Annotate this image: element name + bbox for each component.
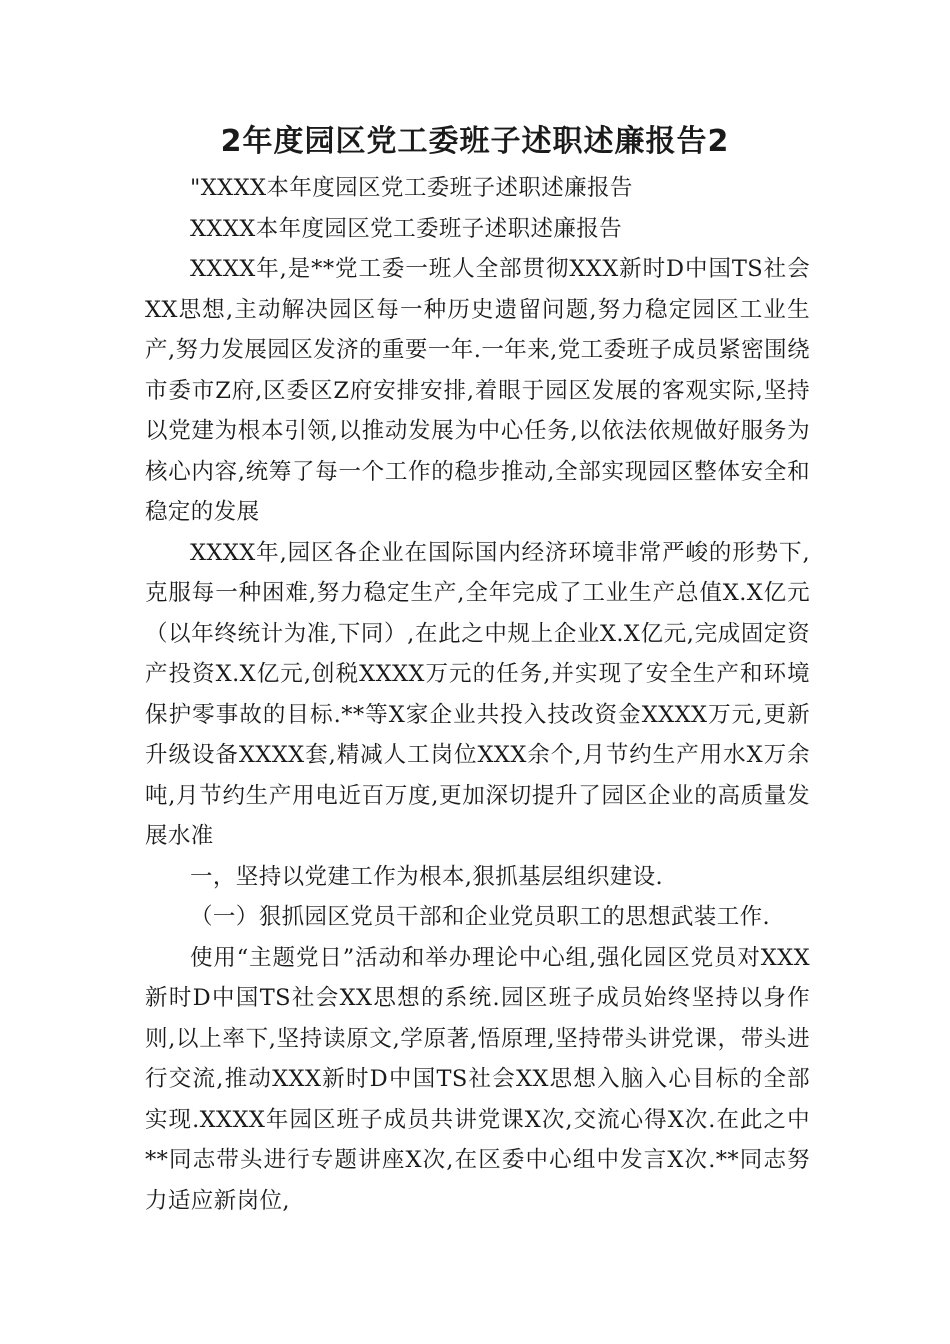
paragraph: XXXX年,园区各企业在国际国内经济环境非常严峻的形势下,克服每一种困难,努力稳定生产,全年完成了工业生产总值X.X亿元（以年终统计为准,下同）,在此之中规上企业X.X亿元,完成固定资产投资X.X亿元,创税XXXX万元的任务,并实现了安全生产和环境保护零事故的目标.**等X家企业共投入技改资金XXXX万元,更新升级设备XXXX套,精减人工岗位XXX余个,月节约生产用水X万余吨,月节约生产用电近百万度,更加深切提升了园区企业的高质量发展水准 [145,539,810,849]
paragraph: XXXX年,是**党工委一班人全部贯彻XXX新时D中国TS社会XX思想,主动解决园区每一种历史遗留问题,努力稳定园区工业生产,努力发展园区发济的重要一年.一年来,党工委班子成员紧密围绕市委市Z府,区委区Z府安排安排,着眼于园区发展的客观实际,坚持以党建为根本引领,以推动发展为中心任务,以依法依规做好服务为核心内容,统筹了每一个工作的稳步推动,全部实现园区整体安全和稳定的发展 [145,256,810,525]
document-title: 2年度园区党工委班子述职述廉报告2 [220,124,730,159]
paragraph: 一，坚持以党建工作为根本,狠抓基层组织建设. [190,863,664,890]
paragraph: 使用“主题党日”活动和举办理论中心组,强化园区党员对XXX新时D中国TS社会XX思想的系统.园区班子成员始终坚持以身作则,以上率下,坚持读原文,学原著,悟原理,坚持带头讲党课，带头进行交流,推动XXX新时D中国TS社会XX思想入脑入心目标的全部实现.XXXX年园区班子成员共讲党课X次,交流心得X次.在此之中**同志带头进行专题讲座X次,在区委中心组中发言X次.**同志努力适应新岗位, [145,944,810,1214]
document-body [145,168,810,1221]
paragraph: "XXXX本年度园区党工委班子述职述廉报告 [190,175,633,201]
paragraph: （一）狠抓园区党员干部和企业党员职工的思想武装工作. [190,904,771,930]
paragraph: XXXX本年度园区党工委班子述职述廉报告 [190,215,623,242]
